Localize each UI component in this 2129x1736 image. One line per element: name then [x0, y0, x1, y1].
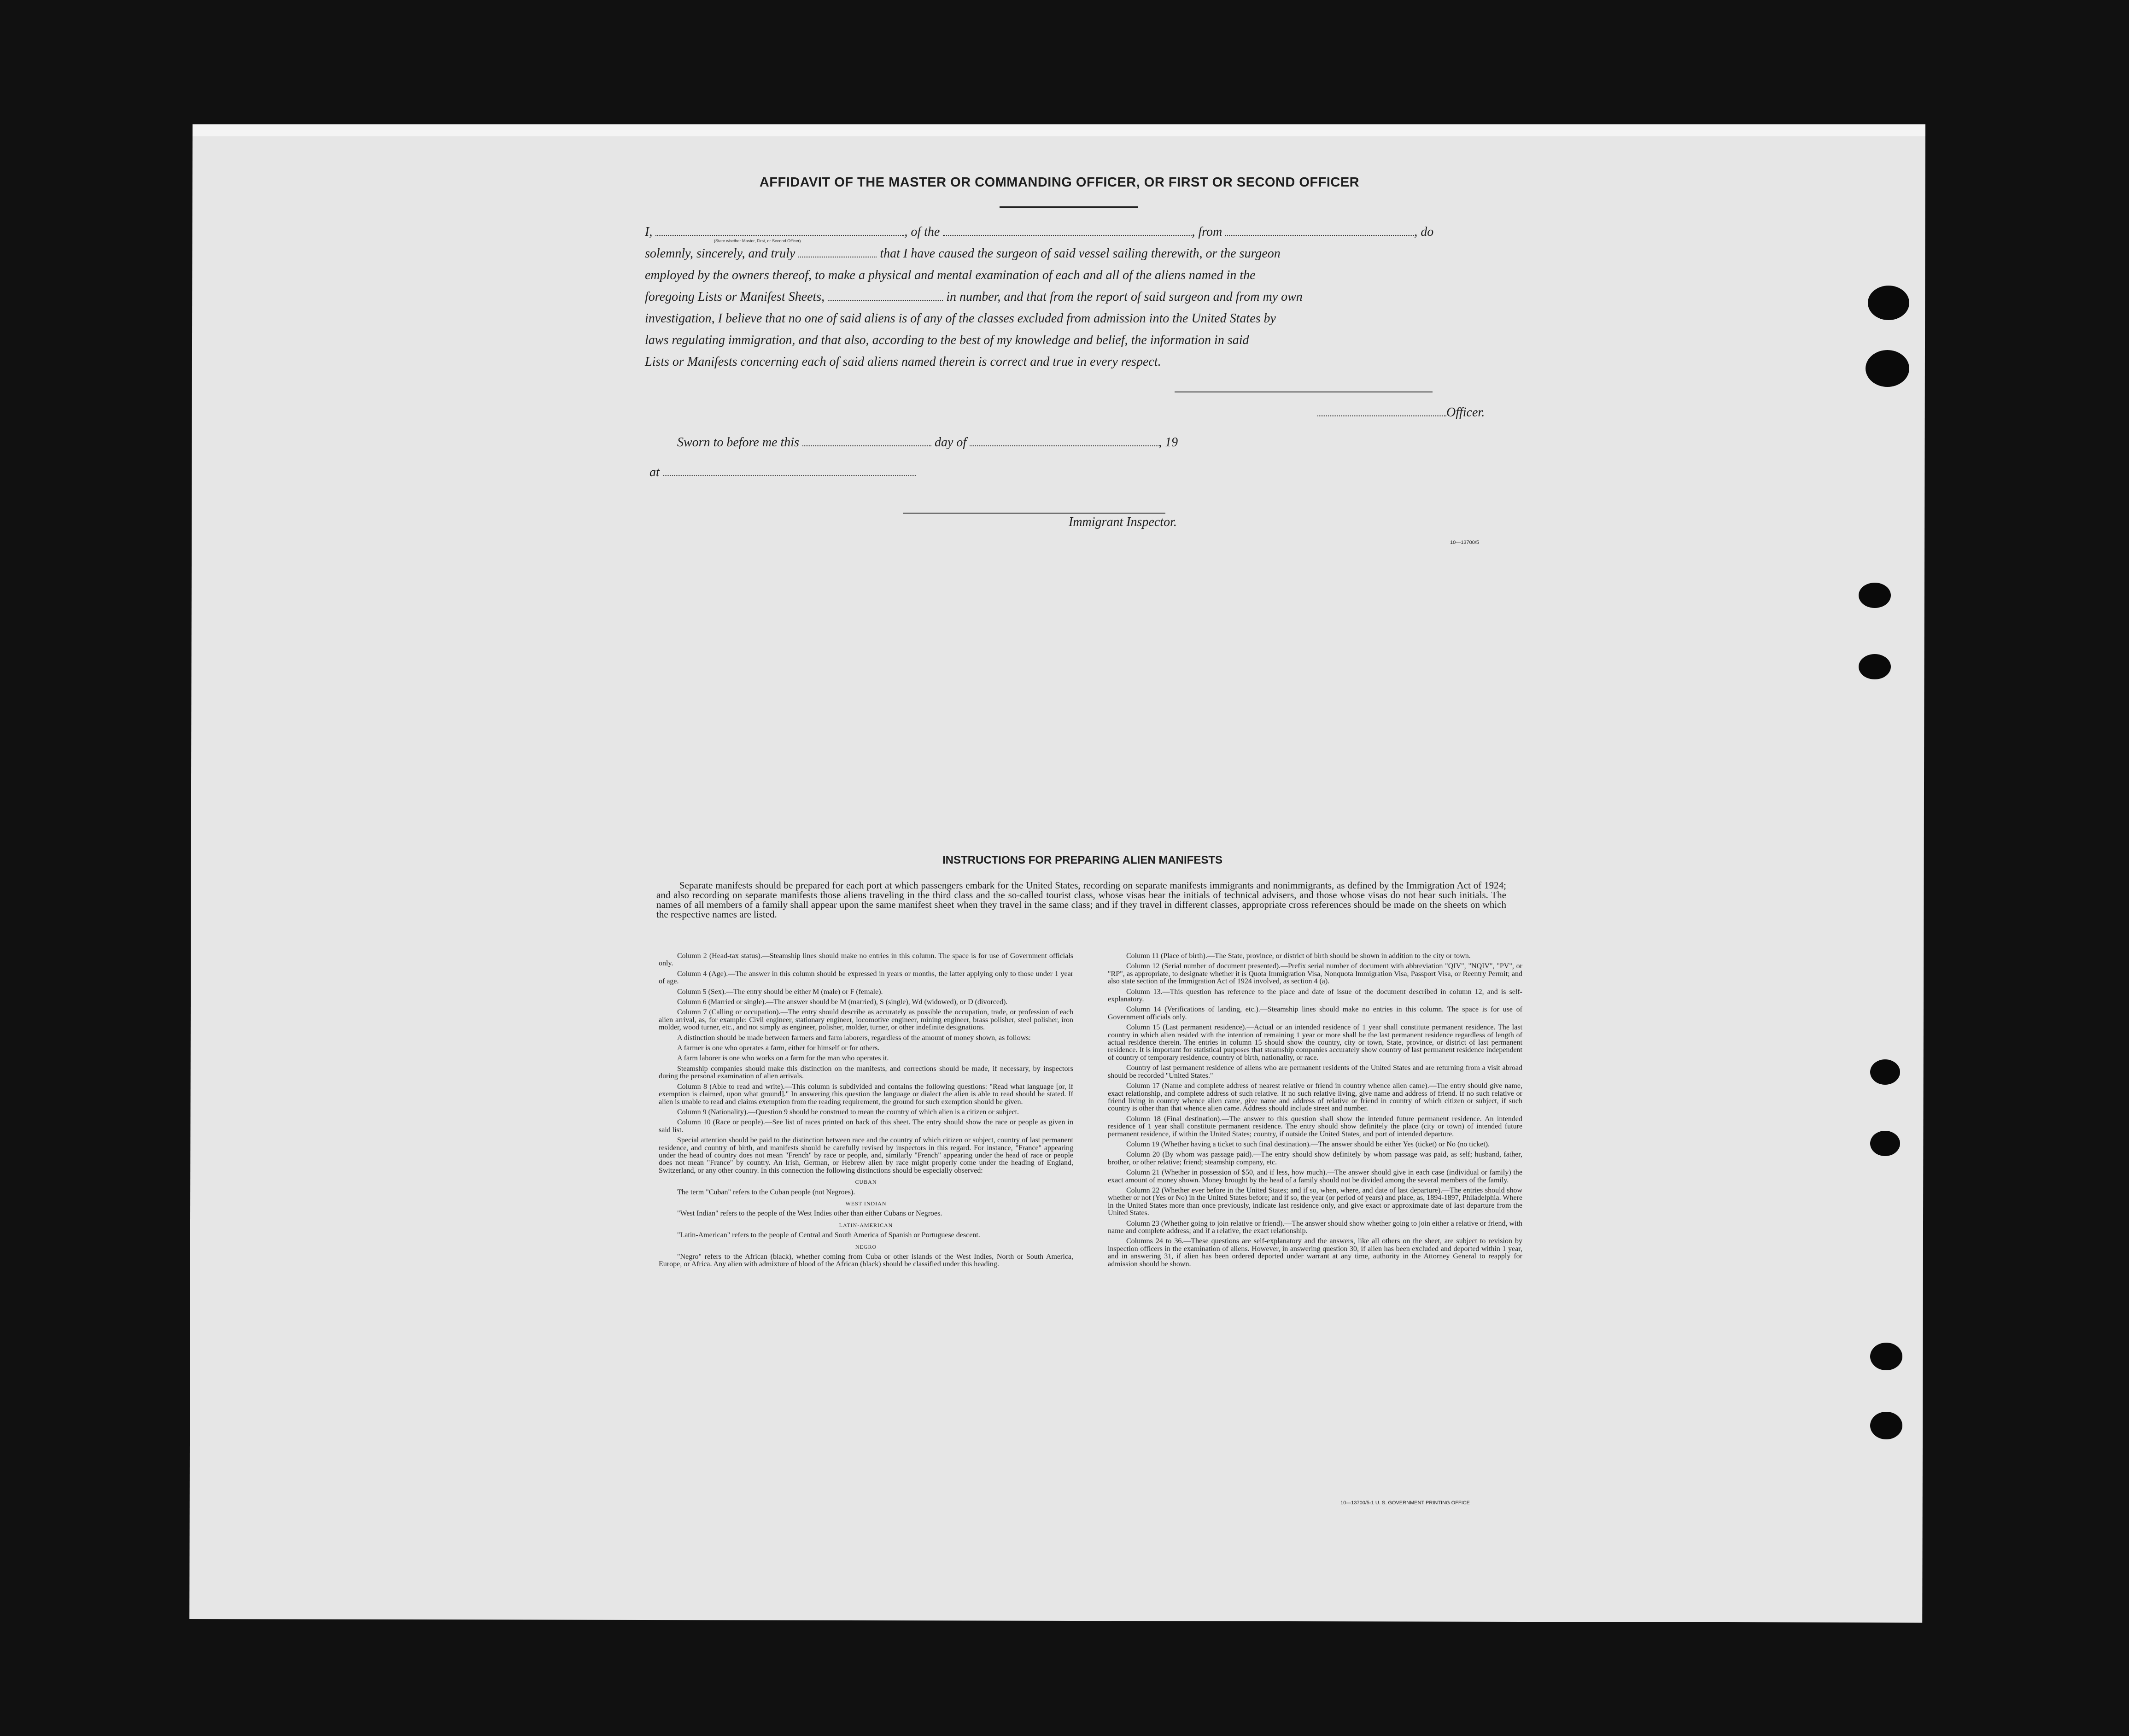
instruction-paragraph: Column 5 (Sex).—The entry should be either M (male) or F (female). [677, 988, 883, 996]
instructions-right-column [1108, 953, 1522, 1271]
binding-hole [1859, 583, 1891, 608]
instructions-intro: Separate manifests should be prepared for each port at which passengers embark for the United States, recording on separate manifests immigrants and nonimmigrants, as defined by the Immigration Act of 1924; and also recording on separate manifests those aliens traveling in the third class and the so-called tourist class, whose visas bear the initials of technical advisers, and those whose visas do not bear such initials. The names of all members of a family shall appear upon the same manifest sheet when they travel in the same class; and if they travel in different classes, appropriate cross references should be made on the sheets on which the respective names are listed. [656, 880, 1506, 920]
oath-blank [798, 245, 877, 257]
instruction-paragraph: A farm laborer is one who works on a farm for the man who operates it. [677, 1054, 889, 1063]
instruction-paragraph: Column 23 (Whether going to join relative or friend).—The answer should show whether going to join either a relative or friend, with name and complete address; and if a relative, the exact relationship. [1108, 1219, 1522, 1235]
binding-hole [1868, 286, 1909, 320]
instructions-title: INSTRUCTIONS FOR PREPARING ALIEN MANIFESTS [942, 854, 1222, 866]
definition-negro: "Negro" refers to the African (black), whether coming from Cuba or other islands of the West Indies, North or South America, Europe, or Africa. Any alien with admixture of blood of the African (black) should be classified under this heading. [659, 1253, 1073, 1268]
affidavit-body [645, 221, 1497, 373]
instruction-paragraph: Steamship companies should make this distinction on the manifests, and corrections should be made, if necessary, by inspectors during the personal examination of alien arrivals. [659, 1064, 1073, 1081]
instruction-paragraph: Special attention should be paid to the distinction between race and the country of which citizen or subject, country of last permanent residence, and country of birth, and manifests should be carefully revised by inspectors in this regard. For instance, "France" appearing under the head of country does not mean "French" by race or people, and, similarly "French" appearing under the head of race or people does not mean "France" by country. An Irish, German, or Hebrew alien by race might properly come under the heading of England, Switzerland, or any other country. In this connection the following distinctions should be especially observed: [659, 1136, 1073, 1175]
subheading-latin-american: LATIN-AMERICAN [839, 1222, 893, 1228]
vessel-name-blank [943, 224, 1192, 236]
officer-rank-blank [655, 224, 904, 236]
port-blank [1225, 224, 1414, 236]
instruction-paragraph: Column 12 (Serial number of document presented).—Prefix serial number of document with abbreviation "QIV", "NQIV", "PV", or "RP", as appropriate, to designate whether it is Quota Immigration Visa, Nonquota Immigration Visa, Passport Visa, or Reentry Permit; and also state section of the Immigration Act of 1924 involved, as section 4 (a). [1108, 962, 1522, 986]
instruction-paragraph: Column 14 (Verifications of landing, etc.).—Steamship lines should make no entries in this column. The space is for use of Government officials only. [1108, 1005, 1522, 1021]
definition-west-indian: "West Indian" refers to the people of the West Indies other than either Cubans or Negroes. [677, 1210, 942, 1218]
sworn-place: at [649, 465, 916, 480]
definition-cuban: The term "Cuban" refers to the Cuban people (not Negroes). [677, 1188, 855, 1196]
instruction-paragraph: Column 21 (Whether in possession of $50, and if less, how much).—The answer should give in each case (individual or family) the exact amount of money shown. Money brought by the head of a family should not be divided among the several members of the family. [1108, 1169, 1522, 1184]
instruction-paragraph: Column 10 (Race or people).—See list of races printed on back of this sheet. The entry should show the race or people as given in said list. [659, 1118, 1073, 1134]
instruction-paragraph: Column 20 (By whom was passage paid).—The entry should show definitely by whom passage was paid, as self; husband, father, brother, or other relative; friend; steamship company, etc. [1108, 1151, 1522, 1166]
instruction-paragraph: A farmer is one who operates a farm, either for himself or for others. [677, 1044, 880, 1052]
form-number: 10—13700/5 [1450, 540, 1479, 545]
sworn-day-blank [802, 435, 931, 446]
affidavit-title: AFFIDAVIT OF THE MASTER OR COMMANDING OFFICER, OR FIRST OR SECOND OFFICER [759, 175, 1360, 190]
inspector-signature-line [903, 513, 1165, 514]
sworn-statement: Sworn to before me this day of , 19 [677, 435, 1178, 450]
affidavit-line-4: foregoing Lists or Manifest Sheets, in number, and that from the report of said surgeon and from my own [645, 290, 1303, 304]
instruction-paragraph: Column 11 (Place of birth).—The State, province, or district of birth should be shown in addition to the city or town. [1126, 952, 1471, 960]
sheet-count-blank [828, 289, 943, 301]
officer-signature-blank [1317, 405, 1446, 416]
affidavit-line-5: investigation, I believe that no one of said aliens is of any of the classes excluded from admission into the United States by [645, 311, 1276, 326]
rank-note: (State whether Master, First, or Second Officer) [714, 239, 801, 243]
instruction-paragraph: Column 15 (Last permanent residence).—Actual or an intended residence of 1 year shall constitute permanent residence. The last country in which alien resided with the intention of remaining 1 year or more shall be the last permanent residence regardless of length of actual residence therein. The entries in column 15 should show the country, city or town, State, province, or district of last permanent residence. It is important for statistical purposes that steamship companies accurately show country of last permanent residence independent of country of temporary residence, country of birth, nationality, or race. [1108, 1023, 1522, 1062]
subheading-west-indian: WEST INDIAN [845, 1200, 887, 1207]
instruction-paragraph: Columns 24 to 36.—These questions are self-explanatory and the answers, like all others on the sheet, are subject to revision by inspection officers in the examination of aliens. However, in answering question 30, if alien has been excluded and deported within 1 year, and in answering 31, if alien has been ordered deported under warrant at any time, authority in the Attorney General to reapply for admission should be shown. [1108, 1237, 1522, 1268]
sworn-place-blank [663, 465, 916, 476]
instruction-paragraph: Column 22 (Whether ever before in the United States; and if so, when, where, and date of last departure).—The entries should show whether or not (Yes or No) in the United States before; and if so, the year (or period of years) and place, as, 1894-1897, Philadelphia. Where in the United States more than once previously, indicate last residence only, and give exact or approximate date of last departure from the United States. [1108, 1186, 1522, 1217]
binding-hole [1870, 1412, 1902, 1439]
subheading-negro: NEGRO [855, 1243, 877, 1250]
instruction-paragraph: Column 6 (Married or single).—The answer should be M (married), S (single), Wd (widowed), or D (divorced). [677, 998, 1008, 1006]
affidavit-line-3: employed by the owners thereof, to make a physical and mental examination of each and all of the aliens named in the [645, 268, 1256, 282]
instructions-left-column [659, 953, 1073, 1271]
instruction-paragraph: Column 13.—This question has reference to the place and date of issue of the document described in column 12, and is self-explanatory. [1108, 988, 1522, 1004]
affidavit-line-1: I, , of the , from , do [645, 225, 1434, 239]
binding-hole [1870, 1059, 1900, 1085]
affidavit-line-6: laws regulating immigration, and that also, according to the best of my knowledge and belief, the information in said [645, 333, 1249, 347]
affidavit-line-7: Lists or Manifests concerning each of said aliens named therein is correct and true in every respect. [645, 355, 1161, 369]
instruction-paragraph: Column 8 (Able to read and write).—This column is subdivided and contains the following questions: "Read what language [or, if exemption is claimed, upon what ground]." In answering this question the language or dialect the alien is able to read should be stated. If alien is unable to read and claims exemption from the reading requirement, the ground for such exemption should be given. [659, 1082, 1073, 1106]
subheading-cuban: CUBAN [855, 1179, 877, 1186]
title-divider [1000, 206, 1138, 208]
instruction-paragraph: Column 7 (Calling or occupation).—The entry should describe as accurately as possible the occupation, trade, or profession of each alien arrival, as, for example: Civil engineer, stationary engineer, locomotive engineer, mining engineer, brass polisher, steel polisher, iron molder, wood turner, etc., and not simply as engineer, polisher, molder, turner, or other indefinite designations. [659, 1008, 1073, 1032]
instruction-paragraph: Column 17 (Name and complete address of nearest relative or friend in country whence alien came).—The entry should give name, exact relationship, and complete address of such relative. If no such relative living, give name and address of friend. If no such relative or friend living in country whence alien came, give name and address of relative or friend in country of which citizen or subject, if such country is other than that whence alien came. Address should include street and number. [1108, 1082, 1522, 1113]
officer-signature: Officer. [1317, 405, 1485, 420]
instruction-paragraph: Column 19 (Whether having a ticket to such final destination).—The answer should be either Yes (ticket) or No (no ticket). [1126, 1140, 1490, 1148]
inspector-label: Immigrant Inspector. [1069, 515, 1177, 529]
instruction-paragraph: Country of last permanent residence of aliens who are permanent residents of the United States and are returning from a visit abroad should be recorded "United States." [1108, 1064, 1522, 1080]
printer-imprint: 10—13700/5-1 U. S. GOVERNMENT PRINTING OFFICE [1340, 1500, 1470, 1506]
instruction-paragraph: A distinction should be made between farmers and farm laborers, regardless of the amount of money shown, as follows: [677, 1034, 1031, 1042]
binding-hole [1859, 654, 1891, 679]
binding-hole [1870, 1343, 1902, 1370]
affidavit-line-2: solemnly, sincerely, and truly that I have caused the surgeon of said vessel sailing therewith, or the surgeon [645, 246, 1281, 261]
binding-hole [1866, 350, 1909, 387]
instruction-paragraph: Column 4 (Age).—The answer in this column should be expressed in years or months, the latter applying only to those under 1 year of age. [659, 970, 1073, 986]
instruction-paragraph: Column 2 (Head-tax status).—Steamship lines should make no entries in this column. The space is for use of Government officials only. [659, 952, 1073, 968]
sworn-month-blank [970, 435, 1158, 446]
definition-latin-american: "Latin-American" refers to the people of Central and South America of Spanish or Portuguese descent. [677, 1231, 980, 1239]
binding-hole [1870, 1131, 1900, 1156]
sheet-top-edge [193, 124, 1925, 136]
instruction-paragraph: Column 18 (Final destination).—The answer to this question shall show the intended future permanent residence. An intended residence of 1 year shall constitute permanent residence. The entry should show definitely the place (city or town) of intended future permanent residence, if within the United States; country, if outside the United States, and port of intended departure. [1108, 1115, 1522, 1138]
instruction-paragraph: Column 9 (Nationality).—Question 9 should be construed to mean the country of which alien is a citizen or subject. [677, 1108, 1019, 1116]
